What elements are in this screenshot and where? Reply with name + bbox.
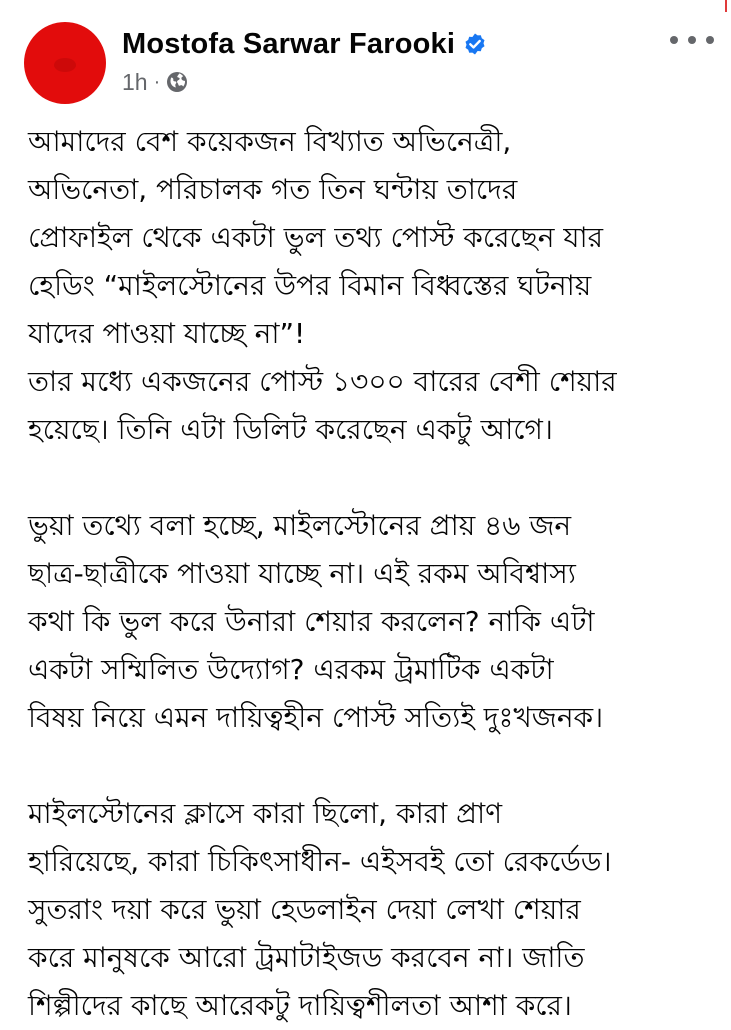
text-line: প্রোফাইল থেকে একটা ভুল তথ্য পোস্ট করেছেন যার (28, 221, 604, 254)
author-row (122, 24, 487, 64)
text-line: হারিয়েছে, কারা চিকিৎসাধীন- এইসবই তো রেকর্ডেড। (28, 845, 612, 878)
text-line: বিষয় নিয়ে এমন দায়িত্বহীন পোস্ট সত্যিই দুঃখজনক। (28, 701, 604, 734)
post-time[interactable]: 1h (122, 68, 148, 95)
text-line: তার মধ্যে একজনের পোস্ট ১৩০০ বারের বেশী শেয়ার (28, 365, 617, 398)
text-line: শিল্পীদের কাছে আরেকটু দায়িত্বশীলতা আশা করে। (28, 989, 572, 1022)
text-line: করে মানুষকে আরো ট্রমাটাইজড করবেন না। জাতি (28, 941, 585, 974)
text-line: অভিনেতা, পরিচালক গত তিন ঘন্টায় তাদের (28, 173, 518, 206)
verified-badge-icon (463, 32, 487, 56)
avatar-mark (54, 58, 76, 72)
more-options-icon (706, 36, 714, 44)
text-line: ভুয়া তথ্যে বলা হচ্ছে, মাইলস্টোনের প্রায় ৪৬ জন (28, 509, 572, 542)
post-paragraph (28, 118, 718, 454)
author-name[interactable]: Mostofa Sarwar Farooki (122, 27, 456, 60)
author-avatar[interactable] (24, 22, 106, 104)
post-paragraph (28, 502, 718, 742)
text-line: ছাত্র-ছাত্রীকে পাওয়া যাচ্ছে না। এই রকম অবিশ্বাস্য (28, 557, 576, 590)
post-header (0, 0, 731, 110)
post-paragraph (28, 790, 718, 1030)
text-line: যাদের পাওয়া যাচ্ছে না”! (28, 317, 306, 350)
meta-separator: · (153, 70, 161, 93)
post-meta (122, 66, 188, 98)
globe-icon[interactable] (166, 71, 188, 93)
text-line: একটা সম্মিলিত উদ্যোগ? এরকম ট্রমাটিক একটা (28, 653, 554, 686)
text-line: মাইলস্টোনের ক্লাসে কারা ছিলো, কারা প্রাণ (28, 797, 503, 830)
text-line: কথা কি ভুল করে উনারা শেয়ার করলেন? নাকি এটা (28, 605, 595, 638)
text-line: হেডিং “মাইলস্টোনের উপর বিমান বিধ্বস্তের ঘটনায় (28, 269, 592, 302)
text-line: সুতরাং দয়া করে ভুয়া হেডলাইন দেয়া লেখা শেয়ার (28, 893, 581, 926)
more-options-icon (688, 36, 696, 44)
text-line: হয়েছে। তিনি এটা ডিলিট করেছেন একটু আগে। (28, 413, 553, 446)
text-line: আমাদের বেশ কয়েকজন বিখ্যাত অভিনেত্রী, (28, 125, 512, 158)
more-options-button[interactable] (670, 26, 714, 54)
more-options-icon (670, 36, 678, 44)
post-body-text (28, 118, 718, 1030)
